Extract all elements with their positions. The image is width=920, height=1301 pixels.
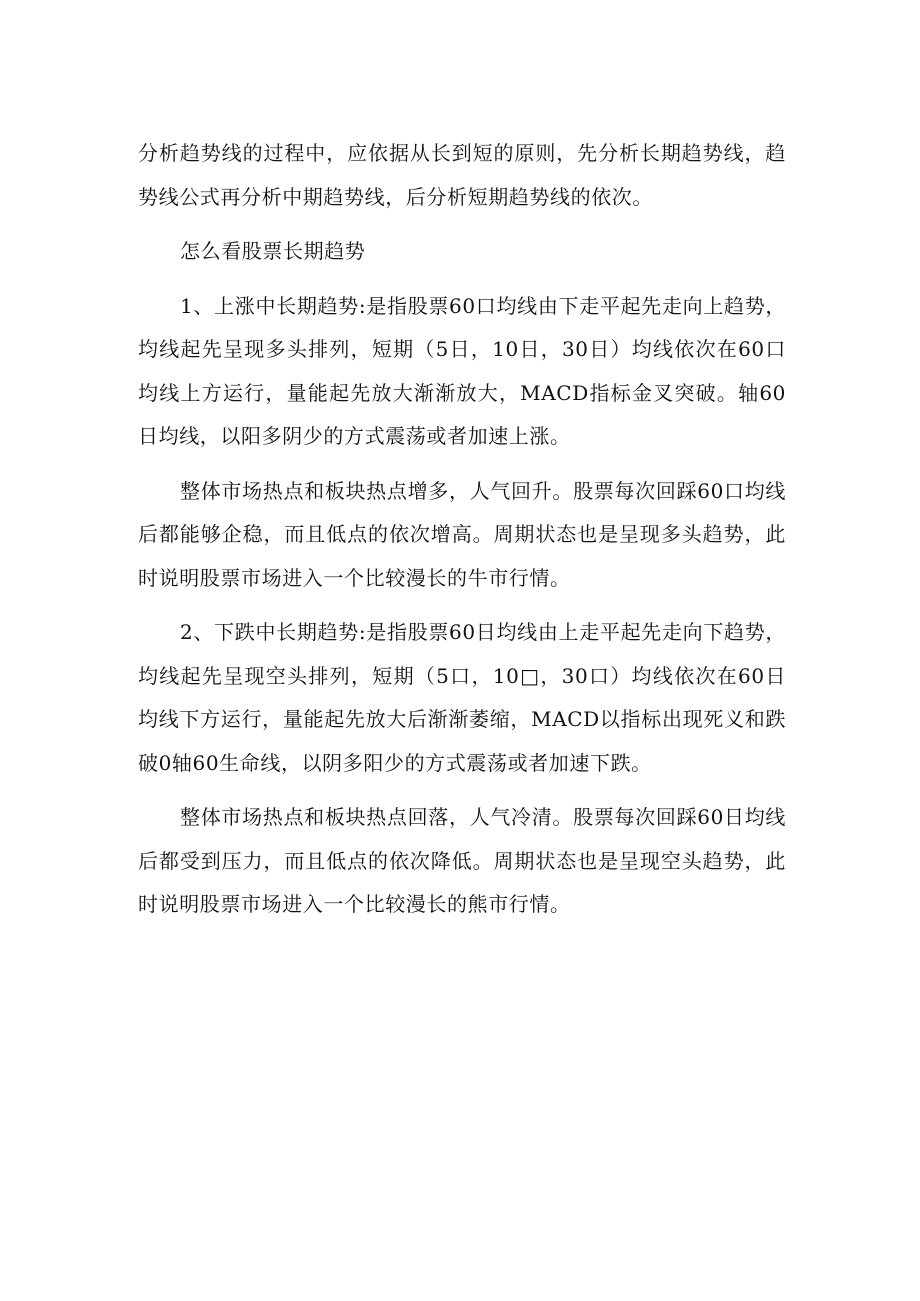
paragraph-downtrend-market: 整体市场热点和板块热点回落，人气冷清。股票每次回踩60日均线后都受到压力，而且低点的依次降低。周期状态也是呈现空头趋势，此时说明股票市场进入一个比较漫长的熊市行情。 <box>138 805 786 916</box>
paragraph-uptrend-market: 整体市场热点和板块热点增多，人气回升。股票每次回踩60口均线后都能够企稳，而且低点的依次增高。周期状态也是呈现多头趋势，此时说明股票市场进入一个比较漫长的牛市行情。 <box>138 478 786 590</box>
document-body <box>138 132 786 927</box>
section-heading: 怎么看股票长期趋势 <box>180 239 366 263</box>
paragraph-intro: 分析趋势线的过程中，应依据从长到短的原则，先分析长期趋势线，趋势线公式再分析中期趋势线，后分析短期趋势线的依次。 <box>138 141 786 209</box>
paragraph-uptrend: 1、上涨中长期趋势:是指股票60口均线由下走平起先走向上趋势，均线起先呈现多头排列，短期（5日，10日，30日）均线依次在60口均线上方运行，量能起先放大渐渐放大，MACD指标金叉突破。轴60日均线，以阳多阴少的方式震荡或者加速上涨。 <box>138 293 786 448</box>
paragraph-downtrend: 2、下跌中长期趋势:是指股票60日均线由上走平起先走向下趋势，均线起先呈现空头排列，短期（5口，10□，30口）均线依次在60日均线下方运行，量能起先放大后渐渐萎缩，MACD以指标出现死义和跌破0轴60生命线，以阴多阳少的方式震荡或者加速下跌。 <box>138 620 786 775</box>
